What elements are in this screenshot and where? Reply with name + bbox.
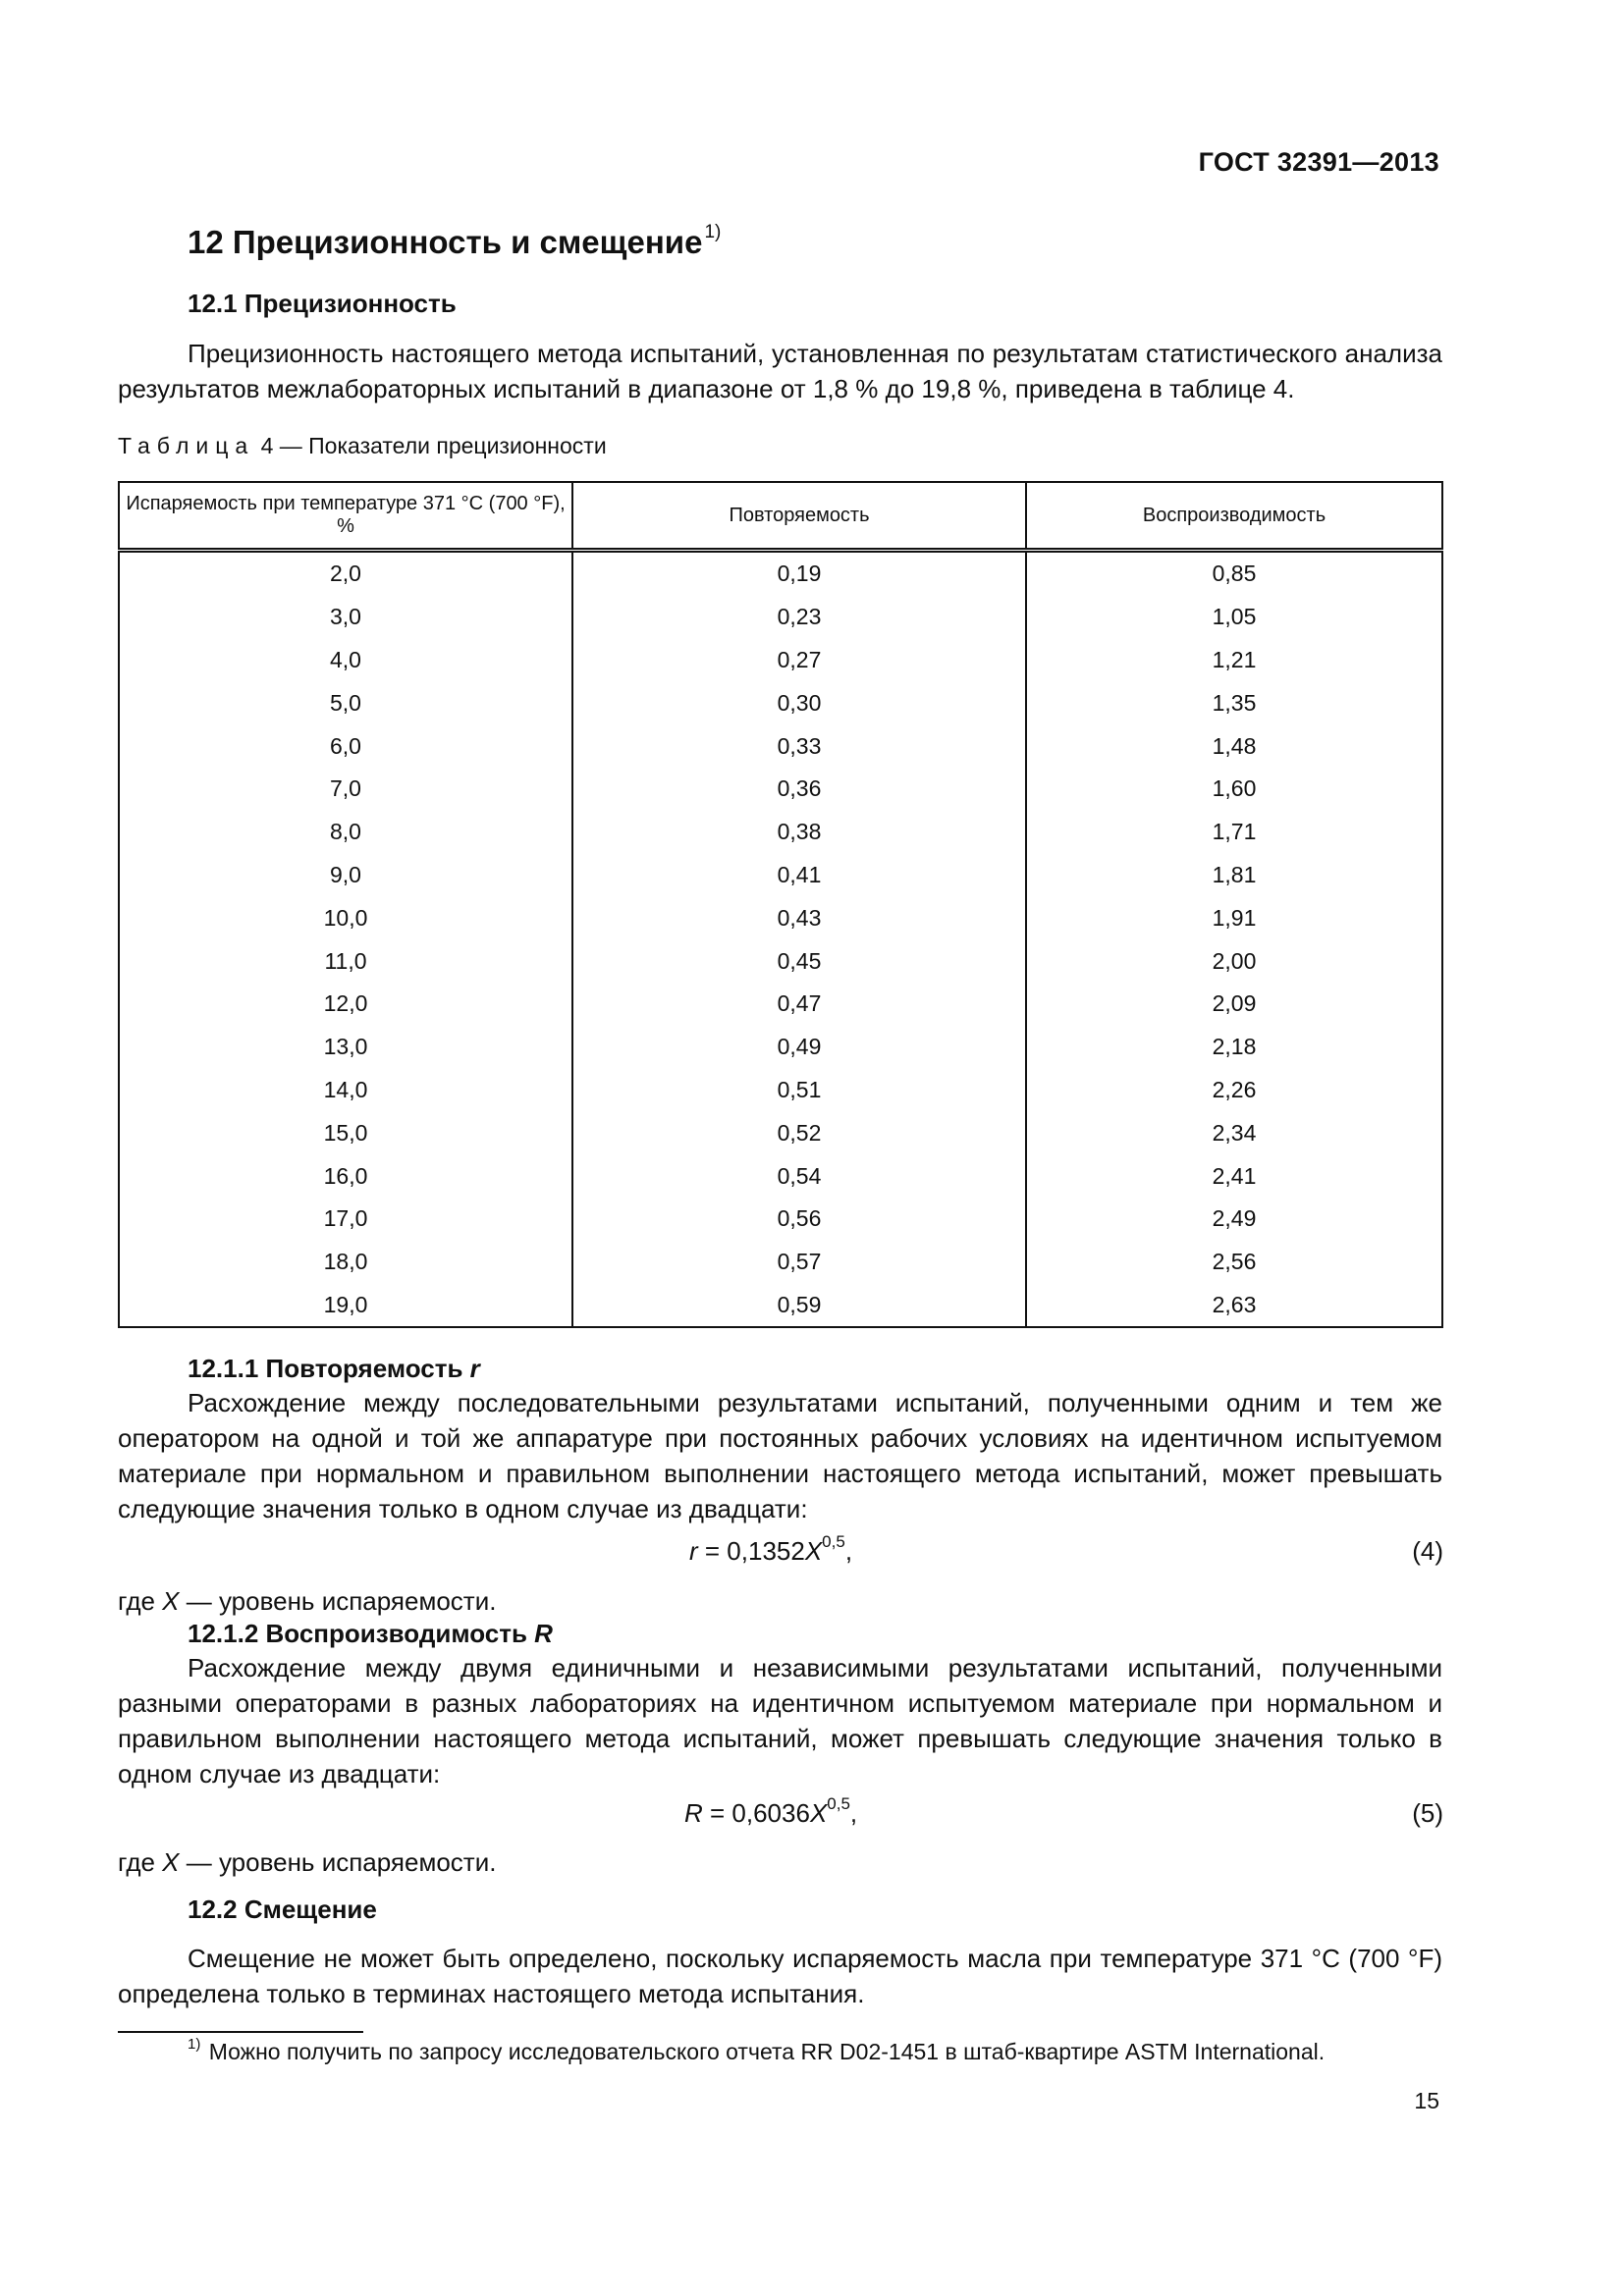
column-header-volatility: Испаряемость при температуре 371 °С (700 °F), % [119, 482, 572, 551]
reproducibility-cell: 1,35 [1026, 681, 1442, 724]
where-variable: X [162, 1847, 180, 1877]
document-code: ГОСТ 32391—2013 [1198, 147, 1439, 177]
where-clause-1 [118, 1586, 496, 1617]
where-text: — уровень испаряемости. [179, 1847, 497, 1877]
subsection-12-1-1-title [188, 1354, 480, 1384]
formula-variable: X [809, 1798, 828, 1828]
volatility-cell: 12,0 [119, 983, 572, 1026]
repeatability-cell: 0,30 [572, 681, 1026, 724]
reproducibility-cell: 2,09 [1026, 983, 1442, 1026]
formula-lhs: R [684, 1798, 703, 1828]
formula-variable: X [804, 1536, 823, 1566]
repeatability-cell: 0,52 [572, 1111, 1026, 1154]
reproducibility-cell: 0,85 [1026, 551, 1442, 596]
table-row [119, 1026, 1442, 1069]
volatility-cell: 14,0 [119, 1069, 572, 1112]
repeatability-cell: 0,47 [572, 983, 1026, 1026]
table-row [119, 551, 1442, 596]
reproducibility-cell: 1,05 [1026, 596, 1442, 639]
paragraph-text: Расхождение между двумя единичными и независимыми результатами испытаний, полученными разными операторами в разных лабораториях на идентичном испытуемом материале при нормальном и правильном выполнении настоящего метода испытаний, может превышать следующие значения только в одном случае из двадцати: [118, 1653, 1442, 1789]
formula-coefficient: = 0,1352 [697, 1536, 805, 1566]
table-caption-label: Таблица [118, 433, 255, 458]
title-symbol: R [534, 1619, 553, 1648]
formula-number: (5) [1412, 1798, 1443, 1828]
formula-lhs: r [689, 1536, 698, 1566]
repeatability-cell: 0,56 [572, 1198, 1026, 1241]
repeatability-cell: 0,57 [572, 1241, 1026, 1284]
repeatability-cell: 0,33 [572, 724, 1026, 768]
formula-number: (4) [1412, 1536, 1443, 1566]
volatility-cell: 8,0 [119, 811, 572, 854]
volatility-cell: 16,0 [119, 1154, 572, 1198]
formula-coefficient: = 0,6036 [702, 1798, 810, 1828]
repeatability-cell: 0,45 [572, 939, 1026, 983]
table-row [119, 1154, 1442, 1198]
reproducibility-cell: 1,71 [1026, 811, 1442, 854]
repeatability-cell: 0,36 [572, 768, 1026, 811]
paragraph-text: Смещение не может быть определено, поскольку испаряемость масла при температуре 371 °С (700 °F) определена только в терминах настоящего метода испытания. [118, 1944, 1442, 2008]
where-clause-2 [118, 1847, 496, 1878]
table-row [119, 768, 1442, 811]
formula-tail: , [844, 1536, 853, 1566]
subsection-12-1-2-title [188, 1619, 553, 1649]
reproducibility-cell: 2,18 [1026, 1026, 1442, 1069]
table-header-row [119, 482, 1442, 551]
footnote-mark: 1) [188, 2036, 201, 2053]
table-row [119, 681, 1442, 724]
formula-expression [689, 1532, 853, 1567]
table-caption [118, 433, 607, 459]
repeatability-cell: 0,38 [572, 811, 1026, 854]
table-row [119, 983, 1442, 1026]
repeatability-cell: 0,54 [572, 1154, 1026, 1198]
volatility-cell: 3,0 [119, 596, 572, 639]
page-number: 15 [1414, 2088, 1439, 2113]
reproducibility-cell: 1,48 [1026, 724, 1442, 768]
column-header-repeatability: Повторяемость [572, 482, 1026, 551]
table-row [119, 896, 1442, 939]
reproducibility-cell: 2,56 [1026, 1241, 1442, 1284]
section-footnote-mark: 1) [704, 222, 722, 242]
volatility-cell: 7,0 [119, 768, 572, 811]
title-text: 12.1.2 Воспроизводимость [188, 1619, 535, 1648]
table-row [119, 939, 1442, 983]
reproducibility-cell: 2,63 [1026, 1284, 1442, 1328]
reproducibility-cell: 2,49 [1026, 1198, 1442, 1241]
volatility-cell: 10,0 [119, 896, 572, 939]
table-row [119, 854, 1442, 897]
repeatability-cell: 0,43 [572, 896, 1026, 939]
footnote-text: Можно получить по запросу исследовательского отчета RR D02-1451 в штаб-квартире ASTM International. [202, 2039, 1326, 2064]
column-header-reproducibility: Воспроизводимость [1026, 482, 1442, 551]
volatility-cell: 15,0 [119, 1111, 572, 1154]
paragraph-text: Прецизионность настоящего метода испытаний, установленная по результатам статистического анализа результатов межлабораторных испытаний в диапазоне от 1,8 % до 19,8 %, приведена в таблице 4. [118, 339, 1442, 403]
where-text: — уровень испаряемости. [179, 1586, 497, 1616]
repeatability-cell: 0,27 [572, 639, 1026, 682]
subsection-12-1-title: 12.1 Прецизионность [188, 289, 457, 318]
reproducibility-cell: 2,26 [1026, 1069, 1442, 1112]
reproducibility-cell: 1,21 [1026, 639, 1442, 682]
repeatability-cell: 0,59 [572, 1284, 1026, 1328]
volatility-cell: 5,0 [119, 681, 572, 724]
table-row [119, 1069, 1442, 1112]
table-row [119, 1111, 1442, 1154]
volatility-cell: 17,0 [119, 1198, 572, 1241]
repeatability-cell: 0,23 [572, 596, 1026, 639]
volatility-cell: 6,0 [119, 724, 572, 768]
table-row [119, 1198, 1442, 1241]
title-symbol: r [469, 1354, 480, 1383]
subsection-12-2-title: 12.2 Смещение [188, 1895, 377, 1924]
reproducibility-cell: 1,91 [1026, 896, 1442, 939]
precision-table [118, 481, 1443, 1328]
repeatability-cell: 0,51 [572, 1069, 1026, 1112]
where-prefix: где [118, 1847, 163, 1877]
table-row [119, 811, 1442, 854]
table-row [119, 639, 1442, 682]
where-variable: X [162, 1586, 180, 1616]
volatility-cell: 2,0 [119, 551, 572, 596]
formula-exponent: 0,5 [822, 1532, 845, 1551]
reproducibility-cell: 1,60 [1026, 768, 1442, 811]
subsection-12-1-1-paragraph [118, 1385, 1442, 1526]
table-body [119, 551, 1442, 1328]
volatility-cell: 9,0 [119, 854, 572, 897]
repeatability-cell: 0,49 [572, 1026, 1026, 1069]
formula-tail: , [849, 1798, 858, 1828]
reproducibility-cell: 1,81 [1026, 854, 1442, 897]
reproducibility-cell: 2,41 [1026, 1154, 1442, 1198]
table-row [119, 596, 1442, 639]
formula-expression [684, 1794, 858, 1829]
subsection-12-2-paragraph [118, 1941, 1442, 2011]
volatility-cell: 11,0 [119, 939, 572, 983]
formula-exponent: 0,5 [827, 1794, 850, 1813]
volatility-cell: 18,0 [119, 1241, 572, 1284]
reproducibility-cell: 2,00 [1026, 939, 1442, 983]
section-title [188, 224, 721, 261]
volatility-cell: 13,0 [119, 1026, 572, 1069]
repeatability-cell: 0,19 [572, 551, 1026, 596]
footnote [188, 2036, 1326, 2065]
volatility-cell: 4,0 [119, 639, 572, 682]
footnote-divider [118, 2031, 363, 2033]
table-row [119, 724, 1442, 768]
table-row [119, 1284, 1442, 1328]
table-row [119, 1241, 1442, 1284]
volatility-cell: 19,0 [119, 1284, 572, 1328]
repeatability-cell: 0,41 [572, 854, 1026, 897]
where-prefix: где [118, 1586, 163, 1616]
reproducibility-cell: 2,34 [1026, 1111, 1442, 1154]
paragraph-text: Расхождение между последовательными результатами испытаний, полученными одним и тем же оператором на одной и той же аппаратуре при постоянных рабочих условиях на идентичном испытуемом материале при нормальном и правильном выполнении настоящего метода испытаний, может превышать следующие значения только в одном случае из двадцати: [118, 1388, 1442, 1523]
subsection-12-1-paragraph [118, 336, 1442, 406]
subsection-12-1-2-paragraph [118, 1650, 1442, 1791]
section-title-text: 12 Прецизионность и смещение [188, 224, 703, 260]
title-text: 12.1.1 Повторяемость [188, 1354, 470, 1383]
table-caption-text: 4 — Показатели прецизионности [254, 433, 607, 458]
